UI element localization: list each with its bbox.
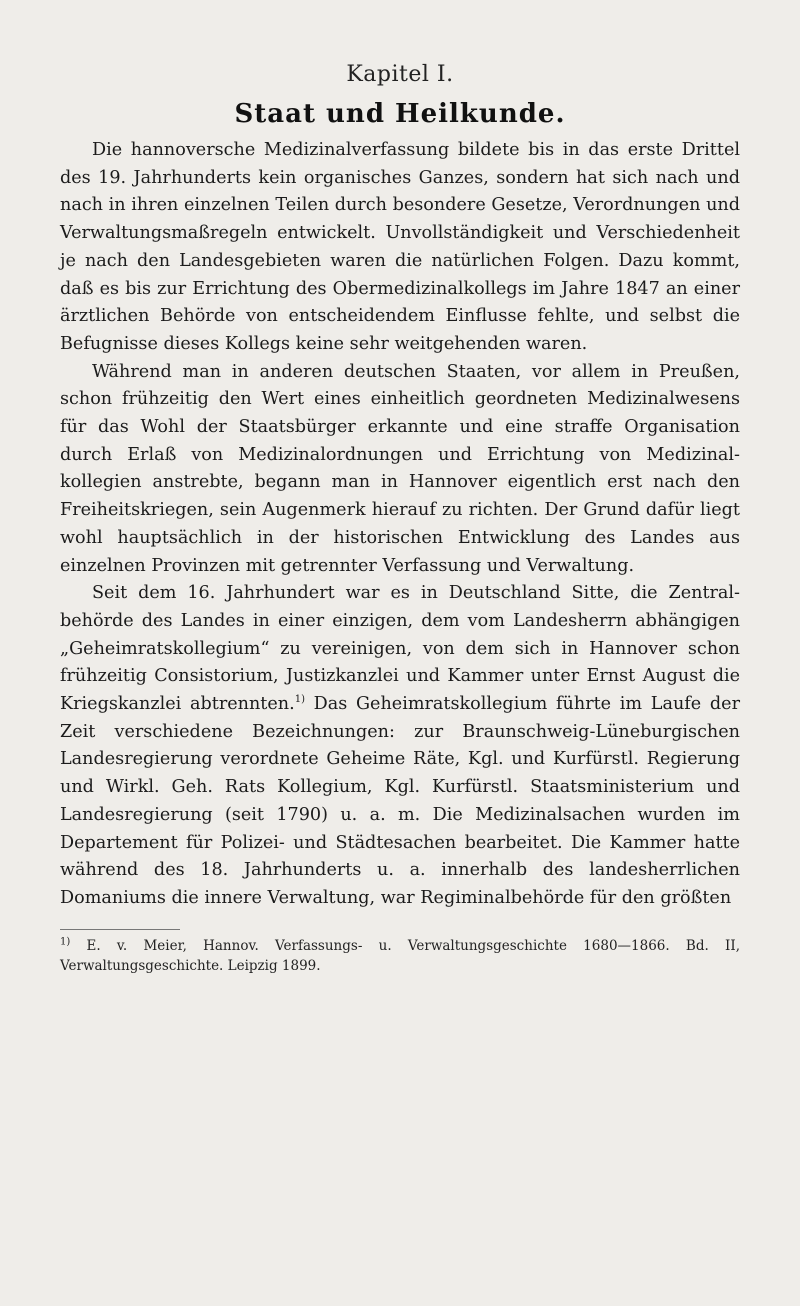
paragraph-3-part-2: Das Geheimratskollegium führte im Laufe der Zeit verschiedene Bezeichnungen: zur Braunschweig-Lüneburgischen Landesregierung verordnete Geheime Räte, Kgl. und Kurfürstl. Regierung und Wirkl. Geh. Rats Kollegium, Kgl. Kurfürstl. Staatsministerium und Landesregierung (seit 1790) u. a. m. Die Medizinalsachen wurden im Departement für Polizei- und Städtesachen bearbeitet. Die Kammer hatte während des 18. Jahrhunderts u. a. innerhalb des landesherrlichen Domaniums die innere Verwaltung, war Regiminalbehörde für den größten	[60, 694, 740, 908]
book-page	[60, 62, 740, 976]
section-title: Staat und Heilkunde.	[234, 99, 566, 129]
paragraph-2: Während man in anderen deutschen Staaten, vor allem in Preußen, schon frühzeitig den Wert eines einheitlich geordneten Medizinalwesens für das Wohl der Staatsbürger erkannte und eine straffe Organisation durch Erlaß von Medizinalordnungen und Errichtung von Medizinal-kollegien anstrebte, begann man in Hannover eigentlich erst nach den Freiheitskriegen, sein Augenmerk hierauf zu richten. Der Grund dafür liegt wohl hauptsächlich in der historischen Entwicklung des Landes aus einzelnen Provinzen mit getrennter Verfassung und Verwaltung.	[60, 361, 740, 576]
footnote-reference: 1)	[294, 694, 305, 706]
paragraph-1: Die hannoversche Medizinalverfassung bildete bis in das erste Drittel des 19. Jahrhunderts kein organisches Ganzes, sondern hat sich nach und nach in ihren einzelnen Teilen durch besondere Gesetze, Verordnungen und Verwaltungsmaßregeln entwickelt. Unvollständigkeit und Verschiedenheit je nach den Landesgebieten waren die natürlichen Folgen. Dazu kommt, daß es bis zur Errichtung des Obermedizinalkollegs im Jahre 1847 an einer ärztlichen Behörde von entscheidendem Einflusse fehlte, und selbst die Befugnisse dieses Kollegs keine sehr weitgehenden waren.	[60, 140, 740, 354]
footnote-text: E. v. Meier, Hannov. Verfassungs- u. Verwaltungsgeschichte 1680—1866. Bd. II, Verwaltungsgeschichte. Leipzig 1899.	[60, 937, 740, 974]
paragraph-3-part-1: Seit dem 16. Jahrhundert war es in Deutschland Sitte, die Zentral-behörde des Landes in einer einzigen, dem vom Landesherrn abhängigen „Geheimratskollegium“ zu vereinigen, von dem sich in Hannover schon frühzeitig Consistorium, Justizkanzlei und Kammer unter Ernst August die Kriegskanzlei abtrennten.	[60, 583, 740, 715]
body-text	[60, 137, 740, 913]
footnote-mark: 1)	[60, 936, 71, 948]
footnote	[60, 936, 740, 976]
footnote-divider	[60, 929, 180, 930]
paragraph-3	[60, 580, 740, 912]
chapter-heading: Kapitel I.	[346, 62, 454, 87]
